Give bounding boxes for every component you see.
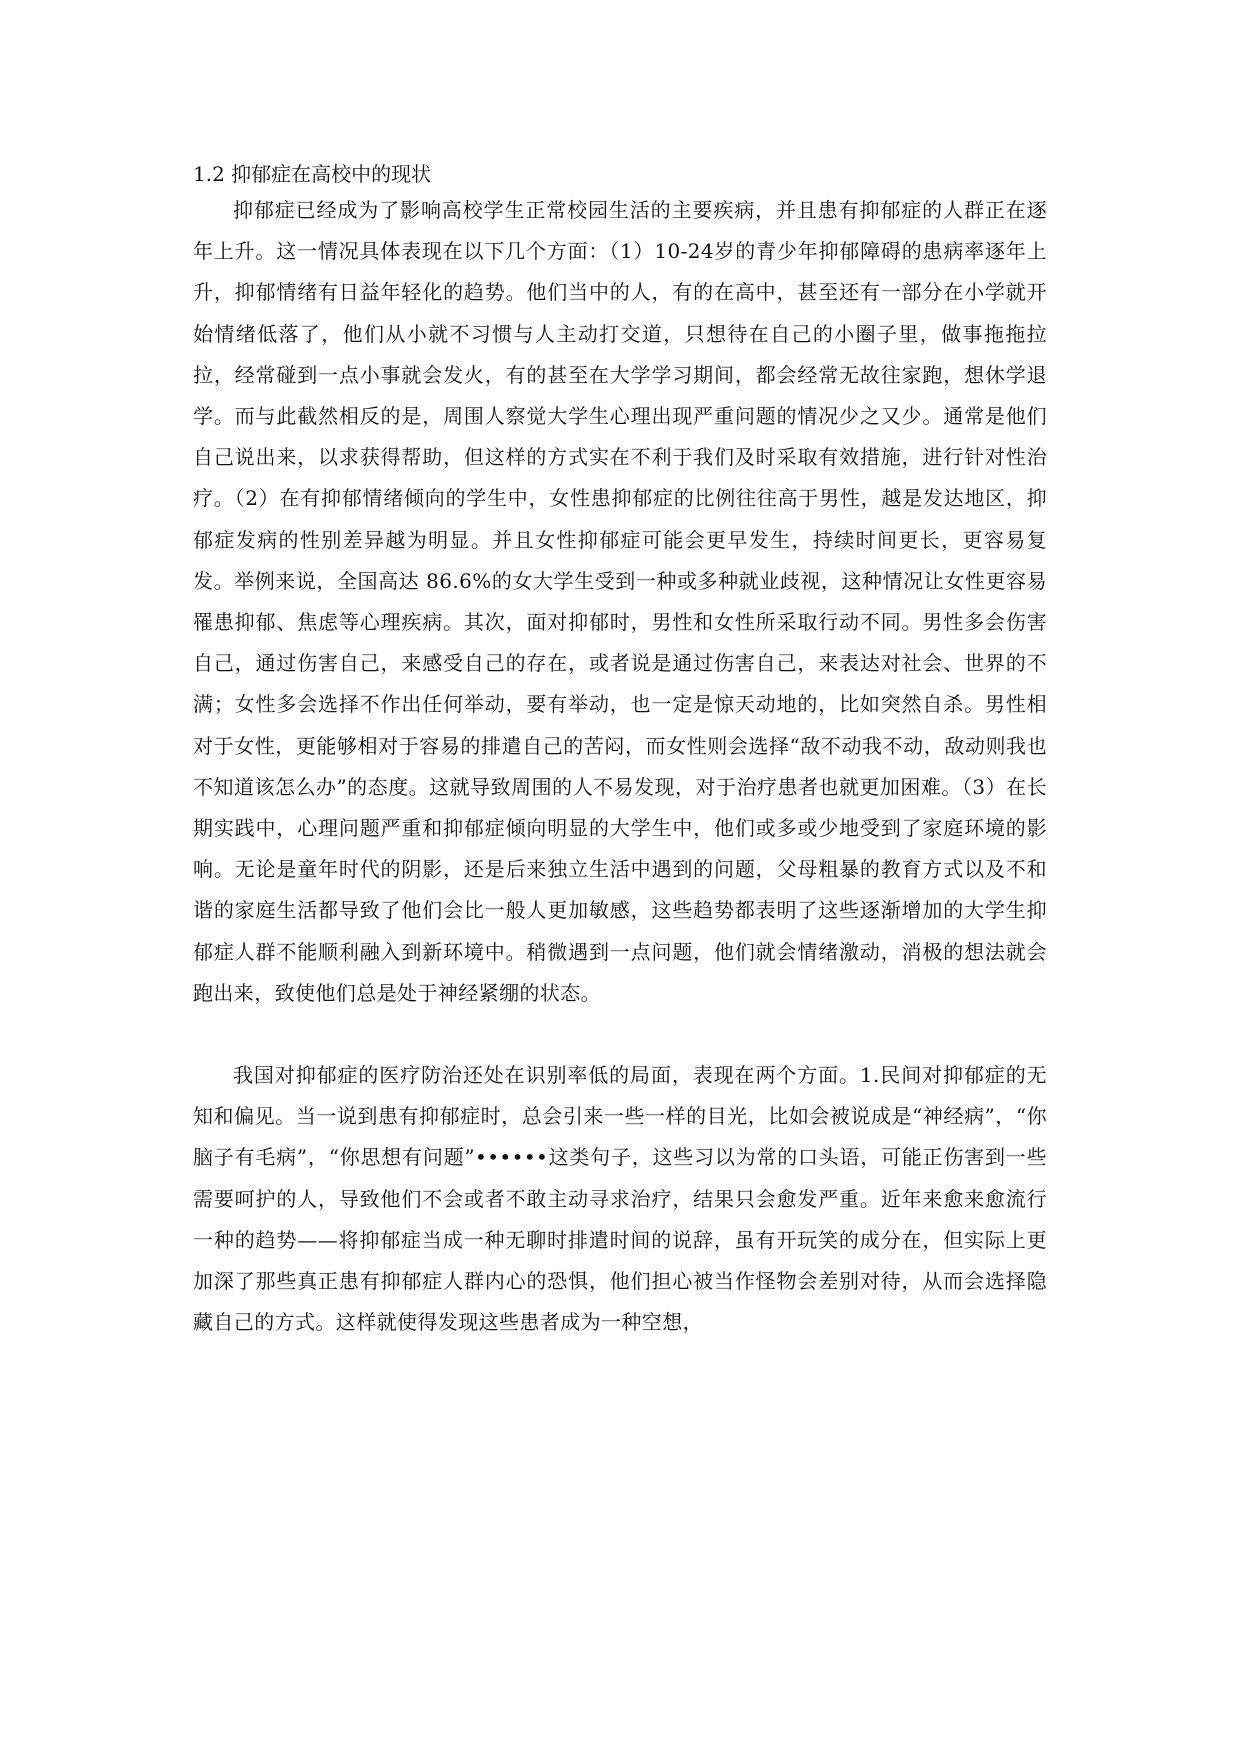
body-paragraph-2: 我国对抑郁症的医疗防治还处在识别率低的局面，表现在两个方面。1.民间对抑郁症的无知和偏见。当一说到患有抑郁症时，总会引来一些一样的目光，比如会被说成是“神经病”，“你脑子有毛病”，“你思想有问题”••••••这类句子，这些习以为常的口头语，可能正伤害到一些需要呵护的人，导致他们不会或者不敢主动寻求治疗，结果只会愈发严重。近年来愈来愈流行一种的趋势——将抑郁症当成一种无聊时排遣时间的说辞，虽有开玩笑的成分在，但实际上更加深了那些真正患有抑郁症人群内心的恐惧，他们担心被当作怪物会差别对待，从而会选择隐藏自己的方式。这样就使得发现这些患者成为一种空想， <box>193 1063 1047 1335</box>
paragraph-spacer <box>193 1014 1047 1055</box>
section-heading: 1.2 抑郁症在高校中的现状 <box>193 162 432 186</box>
body-paragraph-1: 抑郁症已经成为了影响高校学生正常校园生活的主要疾病，并且患有抑郁症的人群正在逐年上升。这一情况具体表现在以下几个方面：（1）10-24岁的青少年抑郁障碍的患病率逐年上升，抑郁情绪有日益年轻化的趋势。他们当中的人，有的在高中，甚至还有一部分在小学就开始情绪低落了，他们从小就不习惯与人主动打交道，只想待在自己的小圈子里，做事拖拖拉拉，经常碰到一点小事就会发火，有的甚至在大学学习期间，都会经常无故往家跑，想休学退学。而与此截然相反的是，周围人察觉大学生心理出现严重问题的情况少之又少。通常是他们自己说出来，以求获得帮助，但这样的方式实在不利于我们及时采取有效措施，进行针对性治疗。（2）在有抑郁情绪倾向的学生中，女性患抑郁症的比例往往高于男性，越是发达地区，抑郁症发病的性别差异越为明显。并且女性抑郁症可能会更早发生，持续时间更长，更容易复发。举例来说，全国高达 86.6%的女大学生受到一种或多种就业歧视，这种情况让女性更容易罹患抑郁、焦虑等心理疾病。其次，面对抑郁时，男性和女性所采取行动不同。男性多会伤害自己，通过伤害自己，来感受自己的存在，或者说是通过伤害自己，来表达对社会、世界的不满；女性多会选择不作出任何举动，要有举动，也一定是惊天动地的，比如突然自杀。男性相对于女性，更能够相对于容易的排遣自己的苦闷，而女性则会选择“敌不动我不动，敌动则我也不知道该怎么办”的态度。这就导致周围的人不易发现，对于治疗患者也就更加困难。（3）在长期实践中，心理问题严重和抑郁症倾向明显的大学生中，他们或多或少地受到了家庭环境的影响。无论是童年时代的阴影，还是后来独立生活中遇到的问题，父母粗暴的教育方式以及不和谐的家庭生活都导致了他们会比一般人更加敏感，这些趋势都表明了这些逐渐增加的大学生抑郁症人群不能顺利融入到新环境中。稍微遇到一点问题，他们就会情绪激动，消极的想法就会跑出来，致使他们总是处于神经紧绷的状态。 <box>193 198 1047 1005</box>
page-body <box>193 160 1047 1343</box>
